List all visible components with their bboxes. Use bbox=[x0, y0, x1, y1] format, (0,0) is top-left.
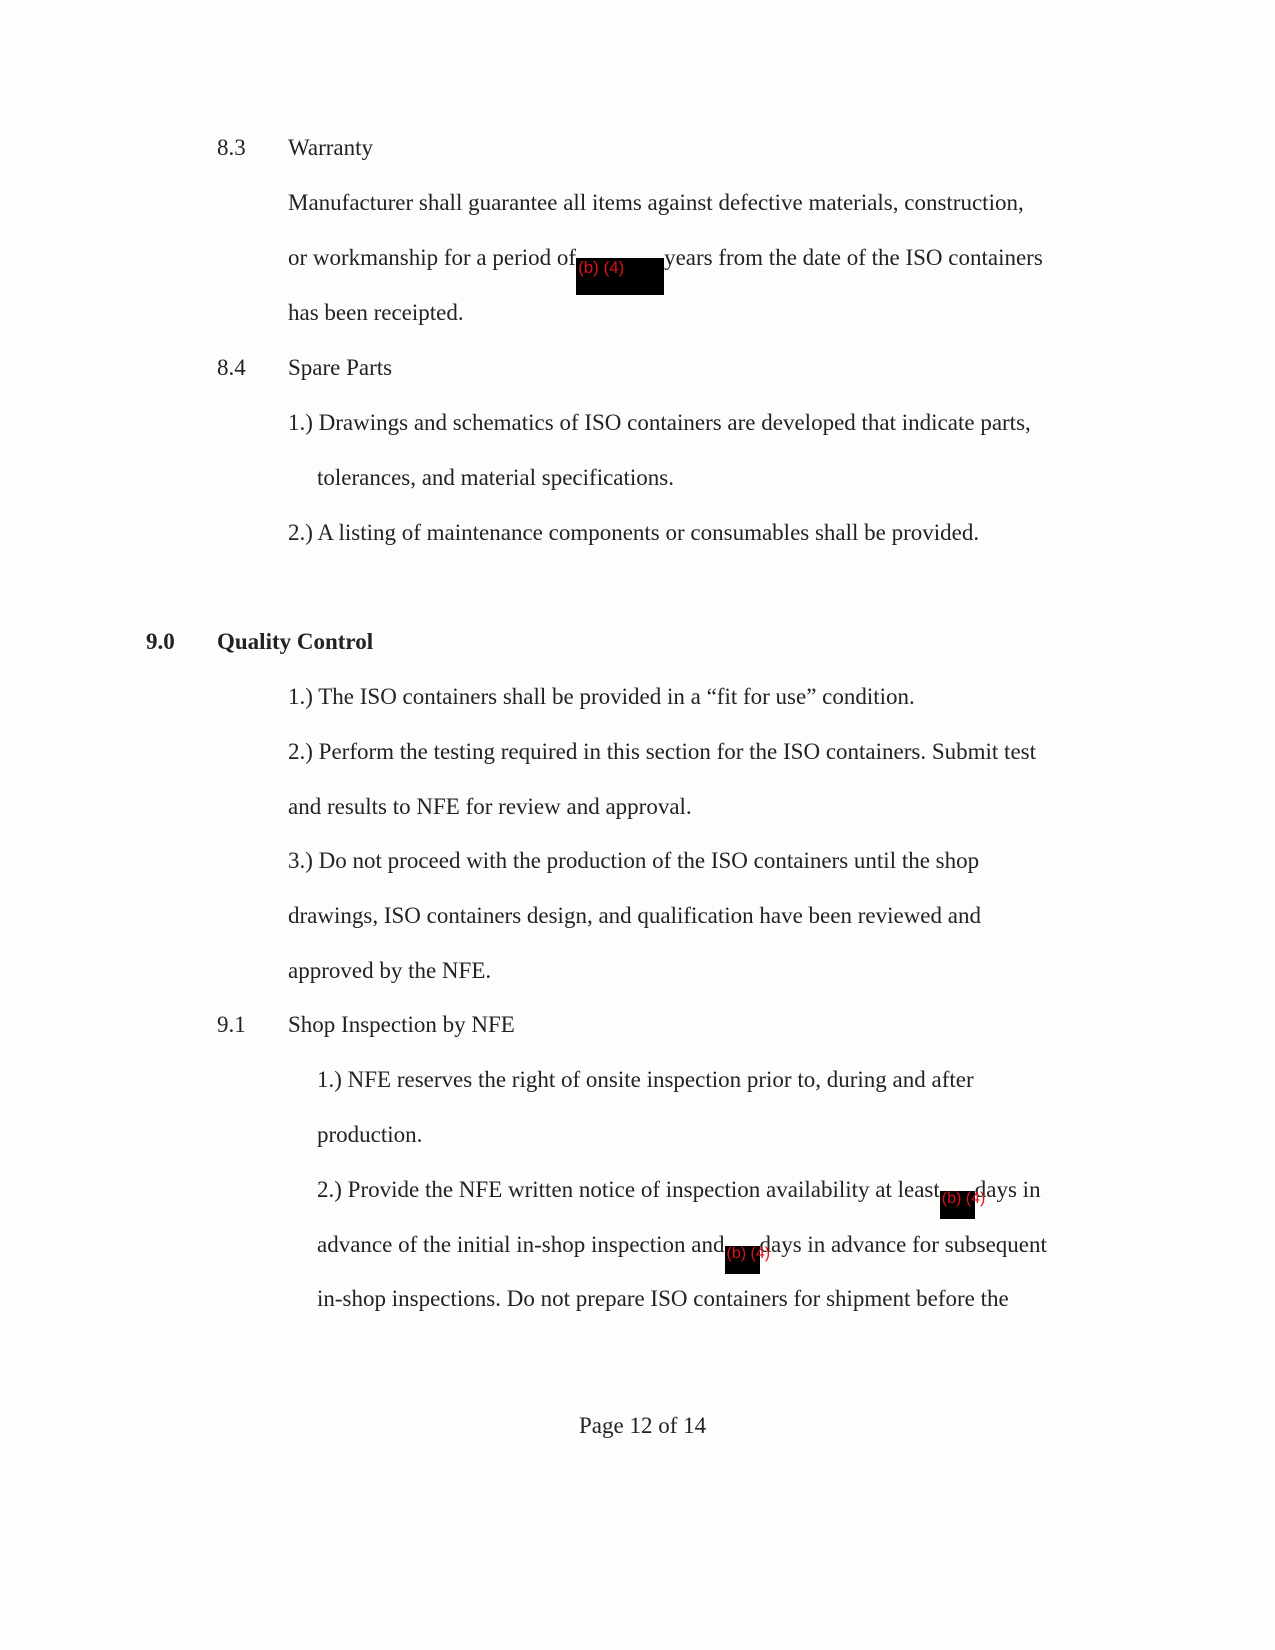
section-title-spare-parts: Spare Parts bbox=[288, 355, 393, 380]
section-title-shop-inspection: Shop Inspection by NFE bbox=[288, 1012, 515, 1037]
section-number-8-3: 8.3 bbox=[217, 135, 246, 160]
warranty-line-3: has been receipted. bbox=[288, 300, 464, 325]
shop-item-1-line-a: 1.) NFE reserves the right of onsite inspection prior to, during and after bbox=[317, 1067, 974, 1092]
section-number-8-4: 8.4 bbox=[217, 355, 246, 380]
redaction-box: (b) (4) bbox=[576, 258, 664, 295]
page-number-footer: Page 12 of 14 bbox=[579, 1413, 707, 1438]
section-number-9-0: 9.0 bbox=[146, 629, 175, 654]
shop-item-2-line-a bbox=[317, 1176, 1041, 1219]
section-title-quality-control: Quality Control bbox=[217, 629, 374, 654]
warranty-line-2 bbox=[288, 244, 1043, 295]
shop-item-2-line-c: in-shop inspections. Do not prepare ISO containers for shipment before the bbox=[317, 1286, 1009, 1311]
section-title-warranty: Warranty bbox=[288, 135, 373, 160]
shop-item-2-line-a-post: days in bbox=[974, 1177, 1041, 1202]
qc-item-2-line-b: and results to NFE for review and approval. bbox=[288, 794, 692, 819]
spare-item-1-line-b: tolerances, and material specifications. bbox=[317, 465, 674, 490]
qc-item-1: 1.) The ISO containers shall be provided in a “fit for use” condition. bbox=[288, 684, 915, 709]
qc-item-3-line-c: approved by the NFE. bbox=[288, 958, 492, 983]
warranty-line-1: Manufacturer shall guarantee all items against defective materials, construction, bbox=[288, 190, 1024, 215]
shop-item-1-line-b: production. bbox=[317, 1122, 423, 1147]
spare-item-1-line-a: 1.) Drawings and schematics of ISO containers are developed that indicate parts, bbox=[288, 410, 1031, 435]
qc-item-3-line-a: 3.) Do not proceed with the production of the ISO containers until the shop bbox=[288, 848, 980, 873]
section-number-9-1: 9.1 bbox=[217, 1012, 246, 1037]
shop-item-2-line-a-pre: 2.) Provide the NFE written notice of inspection availability at least bbox=[317, 1177, 940, 1202]
shop-item-2-line-b-post: days in advance for subsequent bbox=[759, 1232, 1047, 1257]
shop-item-2-line-b bbox=[317, 1231, 1047, 1274]
redaction-box: (b) (4) bbox=[725, 1246, 760, 1274]
warranty-line-2-post: years from the date of the ISO containers bbox=[664, 245, 1043, 270]
qc-item-3-line-b: drawings, ISO containers design, and qualification have been reviewed and bbox=[288, 903, 981, 928]
shop-item-2-line-b-pre: advance of the initial in-shop inspection and bbox=[317, 1232, 725, 1257]
warranty-line-2-pre: or workmanship for a period of bbox=[288, 245, 577, 270]
redaction-box: (b) (4) bbox=[940, 1191, 975, 1219]
spare-item-2: 2.) A listing of maintenance components or consumables shall be provided. bbox=[288, 520, 980, 545]
qc-item-2-line-a: 2.) Perform the testing required in this section for the ISO containers. Submit test bbox=[288, 739, 1036, 764]
